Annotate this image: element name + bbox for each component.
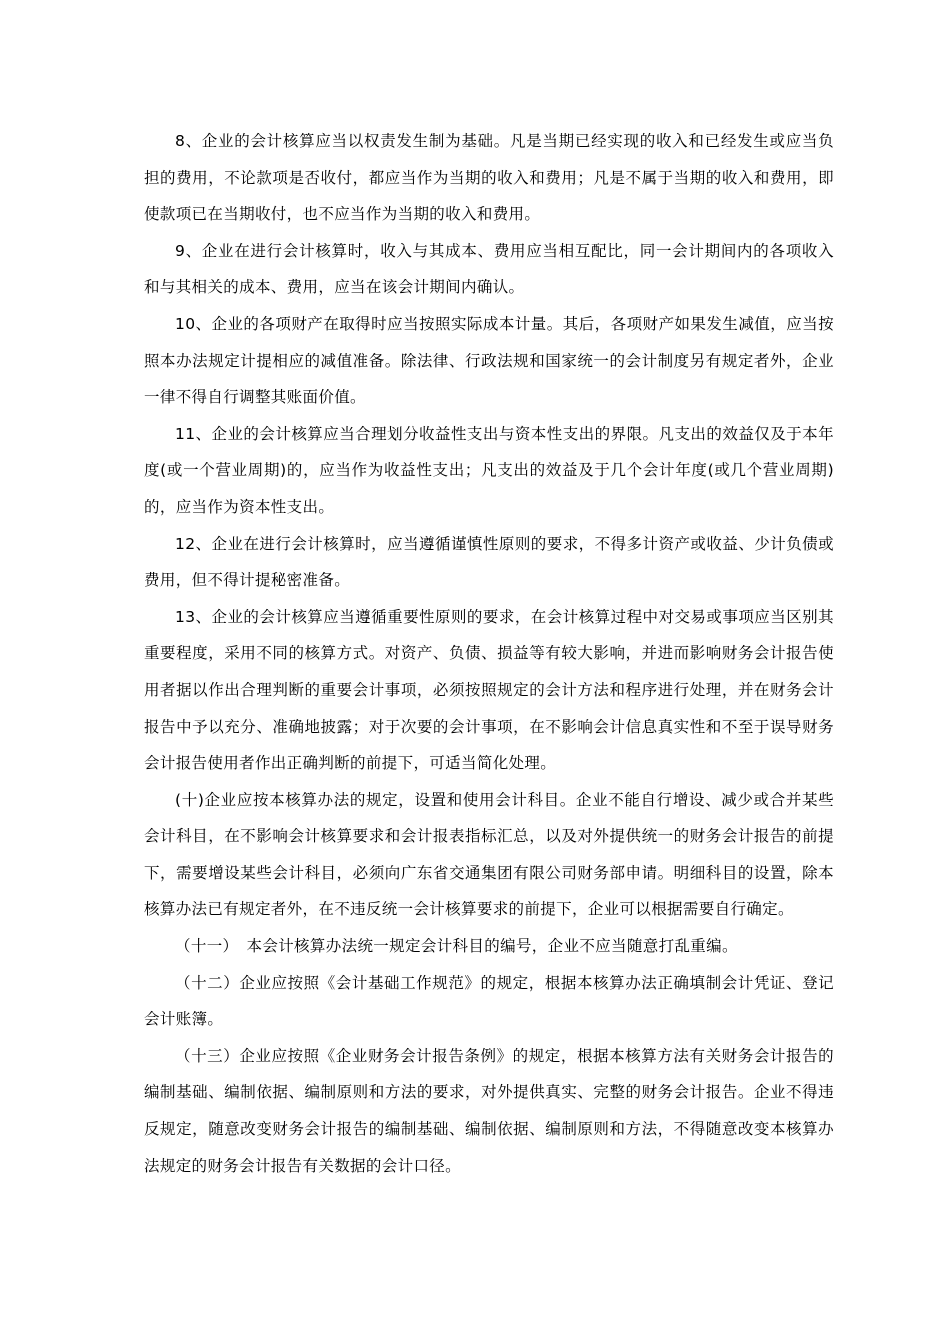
paragraph-prudence: 12、企业在进行会计核算时，应当遵循谨慎性原则的要求，不得多计资产或收益、少计负债或费用，但不得计提秘密准备。 — [144, 534, 834, 590]
paragraph-section-10: (十)企业应按本核算办法的规定，设置和使用会计科目。企业不能自行增设、减少或合并某些会计科目，在不影响会计核算要求和会计报表指标汇总，以及对外提供统一的财务会计报告的前提下，需要增设某些会计科目，必须向广东省交通集团有限公司财务部申请。明细科目的设置，除本核算办法已有规定者外，在不违反统一会计核算要求的前提下，企业可以根据需要自行确定。 — [144, 790, 834, 919]
paragraph-historical-cost: 10、企业的各项财产在取得时应当按照实际成本计量。其后，各项财产如果发生减值，应当按照本办法规定计提相应的减值准备。除法律、行政法规和国家统一的会计制度另有规定者外，企业一律不得自行调整其账面价值。 — [144, 314, 834, 407]
paragraph-materiality: 13、企业的会计核算应当遵循重要性原则的要求，在会计核算过程中对交易或事项应当区别其重要程度，采用不同的核算方式。对资产、负债、损益等有较大影响，并进而影响财务会计报告使用者据以作出合理判断的重要会计事项，必须按照规定的会计方法和程序进行处理，并在财务会计报告中予以充分、准确地披露；对于次要的会计事项，在不影响会计信息真实性和不至于误导财务会计报告使用者作出正确判断的前提下，可适当简化处理。 — [144, 607, 834, 773]
paragraph-section-13: （十三）企业应按照《企业财务会计报告条例》的规定，根据本核算方法有关财务会计报告的编制基础、编制依据、编制原则和方法的要求，对外提供真实、完整的财务会计报告。企业不得违反规定，随意改变财务会计报告的编制基础、编制依据、编制原则和方法，不得随意改变本核算办法规定的财务会计报告有关数据的会计口径。 — [144, 1046, 834, 1175]
document-body — [144, 123, 834, 1184]
paragraph-accrual-basis: 8、企业的会计核算应当以权责发生制为基础。凡是当期已经实现的收入和已经发生或应当负担的费用，不论款项是否收付，都应当作为当期的收入和费用；凡是不属于当期的收入和费用，即使款项已在当期收付，也不应当作为当期的收入和费用。 — [144, 132, 834, 224]
paragraph-section-12: （十二）企业应按照《会计基础工作规范》的规定，根据本核算办法正确填制会计凭证、登记会计账簿。 — [144, 973, 834, 1029]
paragraph-matching-principle: 9、企业在进行会计核算时，收入与其成本、费用应当相互配比，同一会计期间内的各项收入和与其相关的成本、费用，应当在该会计期间内确认。 — [144, 241, 834, 297]
paragraph-revenue-capital-expenditure: 11、企业的会计核算应当合理划分收益性支出与资本性支出的界限。凡支出的效益仅及于本年度(或一个营业周期)的，应当作为收益性支出；凡支出的效益及于几个会计年度(或几个营业周期)的，应当作为资本性支出。 — [144, 424, 834, 516]
paragraph-section-11: （十一） 本会计核算办法统一规定会计科目的编号，企业不应当随意打乱重编。 — [175, 937, 738, 956]
